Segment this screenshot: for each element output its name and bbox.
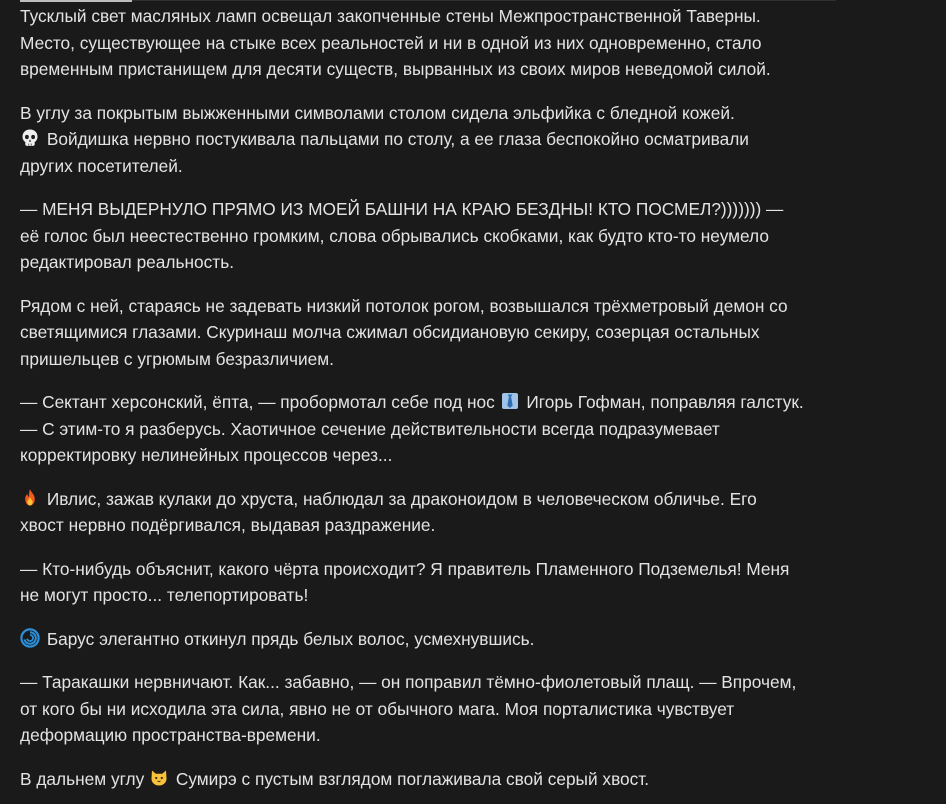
text-line: — С этим-то я разберусь. Хаотичное сечение действительности всегда подразумевает (20, 418, 720, 439)
paragraph-1 (20, 3, 850, 83)
line-text: — Сектант херсонский, ёпта, — пробормотал себе под нос (20, 392, 495, 412)
text-line: Место, существующее на стыке всех реальностей и ни в одной из них одновременно, стало (20, 32, 762, 53)
necktie-icon (500, 391, 520, 411)
text-line: временным пристанищем для десяти существ, вырванных из своих миров неведомой силой. (20, 59, 771, 79)
text-line: хвост нервно подёргивался, выдавая раздражение. (20, 515, 436, 535)
text-line (20, 766, 850, 793)
text-line: её голос был неестественно громким, слова обрывались скобками, как будто кто-то неумело (20, 225, 769, 246)
paragraph-2 (20, 100, 850, 180)
text-line: — Кто-нибудь объяснит, какого чёрта происходит? Я правитель Пламенного Подземелья! Меня (20, 558, 790, 579)
text-line: не могут просто... телепортировать! (20, 585, 309, 605)
line-text: Сумирэ с пустым взглядом поглаживала свой серый хвост. (175, 768, 650, 789)
text-line: — Таракашки нервничают. Как... забавно, — он поправил тёмно-фиолетовый плащ. — Впрочем, (20, 672, 797, 692)
text-line (20, 486, 850, 513)
line-text: Войдишка нервно постукивала пальцами по столу, а ее глаза беспокойно осматривали (46, 129, 749, 149)
text-line: других посетителей. (20, 155, 183, 176)
cyclone-icon (20, 628, 40, 648)
fire-icon (20, 488, 40, 508)
text-line: светящимися глазами. Скуринаш молча сжимал обсидиановую секиру, созерцая остальных (20, 322, 760, 342)
line-text: Игорь Гофман, поправляя галстук. (526, 392, 804, 412)
line-text: Ивлис, зажав кулаки до хруста, наблюдал за драконоидом в человеческом обличье. Его (46, 488, 757, 509)
cat-face-icon (149, 768, 169, 788)
paragraph-8 (20, 626, 850, 653)
paragraph-9 (20, 669, 850, 749)
paragraph-10 (20, 766, 850, 793)
text-line: Рядом с ней, стараясь не задевать низкий потолок рогом, возвышался трёхметровый демон со (20, 295, 788, 316)
story-text (20, 3, 850, 804)
paragraph-5 (20, 389, 850, 469)
text-line: — МЕНЯ ВЫДЕРНУЛО ПРЯМО ИЗ МОЕЙ БАШНИ НА КРАЮ БЕЗДНЫ! КТО ПОСМЕЛ?))))))) — (20, 199, 784, 219)
line-text: В дальнем углу (20, 768, 145, 789)
text-line (20, 389, 850, 416)
paragraph-3 (20, 196, 850, 276)
skull-icon (20, 128, 40, 148)
text-line (20, 626, 850, 653)
text-line: корректировку нелинейных процессов через... (20, 445, 393, 465)
paragraph-6 (20, 486, 850, 539)
text-line: Тусклый свет масляных ламп освещал закопченные стены Межпространственной Таверны. (20, 6, 761, 26)
text-line (20, 126, 850, 153)
text-line: пришельцев с угрюмым безразличием. (20, 348, 334, 369)
paragraph-4 (20, 293, 850, 373)
top-divider (20, 0, 836, 1)
line-text: Барус элегантно откинул прядь белых волос, усмехнувшись. (46, 628, 535, 649)
text-line: В углу за покрытым выжженными символами столом сидела эльфийка с бледной кожей. (20, 102, 735, 123)
top-accent-bar (20, 0, 132, 2)
text-line: от кого бы ни исходила эта сила, явно не от обычного мага. Моя порталистика чувствует (20, 698, 735, 719)
text-line: редактировал реальность. (20, 252, 234, 272)
text-line: деформацию пространства-времени. (20, 725, 321, 745)
paragraph-7 (20, 556, 850, 609)
